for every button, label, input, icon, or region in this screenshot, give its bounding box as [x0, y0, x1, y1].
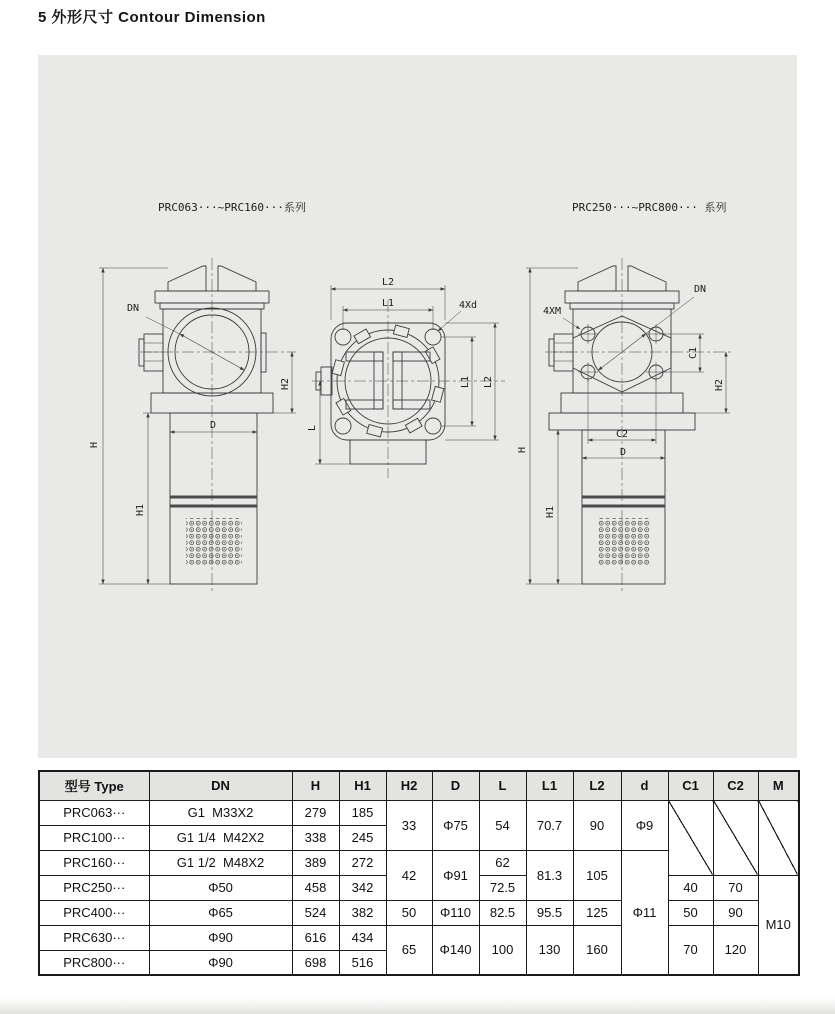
cell-dn: G1 M33X2: [149, 800, 292, 825]
top-l2-label: L2: [381, 277, 395, 288]
header-dn: DN: [149, 771, 292, 800]
cell-h1: 516: [339, 950, 386, 975]
cell-h2: 33: [386, 800, 432, 850]
top-l2-side-label: L2: [483, 375, 494, 389]
page-bottom-shade: [0, 998, 835, 1014]
cell-c1: 70: [668, 925, 713, 975]
cell-l: 62: [479, 850, 526, 875]
cell-h2: 42: [386, 850, 432, 900]
cell-dn: G1 1/4 M42X2: [149, 825, 292, 850]
cell-h: 338: [292, 825, 339, 850]
cell-d: Φ110: [432, 900, 479, 925]
cell-l: 54: [479, 800, 526, 850]
cell-type: PRC400···: [39, 900, 149, 925]
header-l2: L2: [573, 771, 621, 800]
cell-c1-na: [668, 800, 713, 875]
top-view: [307, 277, 505, 478]
cell-l: 72.5: [479, 875, 526, 900]
cell-h1: 434: [339, 925, 386, 950]
cell-l1: 81.3: [526, 850, 573, 900]
cell-l1: 95.5: [526, 900, 573, 925]
cell-l2: 160: [573, 925, 621, 975]
cell-l2: 90: [573, 800, 621, 850]
cell-l: 82.5: [479, 900, 526, 925]
header-h2: H2: [386, 771, 432, 800]
right-h1-label: H1: [545, 505, 556, 519]
cell-d: Φ140: [432, 925, 479, 975]
cell-l1: 130: [526, 925, 573, 975]
cell-dn: Φ50: [149, 875, 292, 900]
contour-drawing: [38, 55, 797, 758]
cell-m-na: [758, 800, 799, 875]
cell-l2: 125: [573, 900, 621, 925]
cell-h1: 245: [339, 825, 386, 850]
right-c1-label: C1: [688, 346, 699, 360]
cell-h2: 65: [386, 925, 432, 975]
cell-h2: 50: [386, 900, 432, 925]
cell-h1: 342: [339, 875, 386, 900]
cell-type: PRC800···: [39, 950, 149, 975]
row-prc630: [39, 925, 799, 950]
header-m: M: [758, 771, 799, 800]
header-d: D: [432, 771, 479, 800]
top-l1-side-label: L1: [460, 375, 471, 389]
right-4xm-label: 4XM: [542, 306, 562, 317]
cell-c2: 70: [713, 875, 758, 900]
series-right-label: PRC250···~PRC800··· 系列: [572, 201, 727, 214]
cell-c1: 40: [668, 875, 713, 900]
cell-h1: 382: [339, 900, 386, 925]
cell-dn: Φ65: [149, 900, 292, 925]
cell-d: Φ75: [432, 800, 479, 850]
series-left-label: PRC063···~PRC160···系列: [158, 201, 306, 214]
row-prc063: [39, 800, 799, 825]
cell-c2: 120: [713, 925, 758, 975]
top-4xd-label: 4Xd: [458, 300, 478, 311]
header-h1: H1: [339, 771, 386, 800]
cell-c2: 90: [713, 900, 758, 925]
header-l1: L1: [526, 771, 573, 800]
cell-h: 616: [292, 925, 339, 950]
header-type: 型号 Type: [39, 771, 149, 800]
cell-d: Φ91: [432, 850, 479, 900]
right-d-label: D: [619, 447, 627, 458]
cell-l2: 105: [573, 850, 621, 900]
left-d-label: D: [209, 420, 217, 431]
cell-h: 279: [292, 800, 339, 825]
cell-dn: Φ90: [149, 925, 292, 950]
cell-d-small: Φ11: [621, 850, 668, 975]
cell-h: 458: [292, 875, 339, 900]
right-view: [517, 258, 732, 592]
cell-type: PRC063···: [39, 800, 149, 825]
left-view: [89, 258, 296, 592]
cell-c2-na: [713, 800, 758, 875]
header-c2: C2: [713, 771, 758, 800]
cell-dn: G1 1/2 M48X2: [149, 850, 292, 875]
header-h: H: [292, 771, 339, 800]
header-l: L: [479, 771, 526, 800]
header-d-small: d: [621, 771, 668, 800]
cell-h: 389: [292, 850, 339, 875]
header-row: [39, 771, 799, 800]
cell-m: M10: [758, 875, 799, 975]
cell-dn: Φ90: [149, 950, 292, 975]
cell-type: PRC100···: [39, 825, 149, 850]
drawing-panel: [38, 55, 797, 758]
cell-type: PRC250···: [39, 875, 149, 900]
right-c2-label: C2: [615, 429, 629, 440]
cell-type: PRC630···: [39, 925, 149, 950]
left-h2-label: H2: [280, 377, 291, 391]
cell-l: 100: [479, 925, 526, 975]
header-c1: C1: [668, 771, 713, 800]
right-h2-label: H2: [714, 378, 725, 392]
cell-h1: 185: [339, 800, 386, 825]
cell-h: 524: [292, 900, 339, 925]
dimension-table: [38, 770, 800, 976]
right-dn-label: DN: [693, 284, 707, 295]
cell-h1: 272: [339, 850, 386, 875]
left-dn-label: DN: [126, 303, 140, 314]
cell-l1: 70.7: [526, 800, 573, 850]
cell-h: 698: [292, 950, 339, 975]
page-title: 5 外形尺寸 Contour Dimension: [38, 9, 266, 26]
cell-d-small: Φ9: [621, 800, 668, 850]
right-h-label: H: [517, 446, 528, 454]
cell-c1: 50: [668, 900, 713, 925]
left-h-label: H: [89, 441, 100, 449]
left-h1-label: H1: [135, 503, 146, 517]
row-prc400: [39, 900, 799, 925]
top-l1-label: L1: [381, 298, 395, 309]
cell-type: PRC160···: [39, 850, 149, 875]
top-l-label: L: [307, 424, 318, 432]
